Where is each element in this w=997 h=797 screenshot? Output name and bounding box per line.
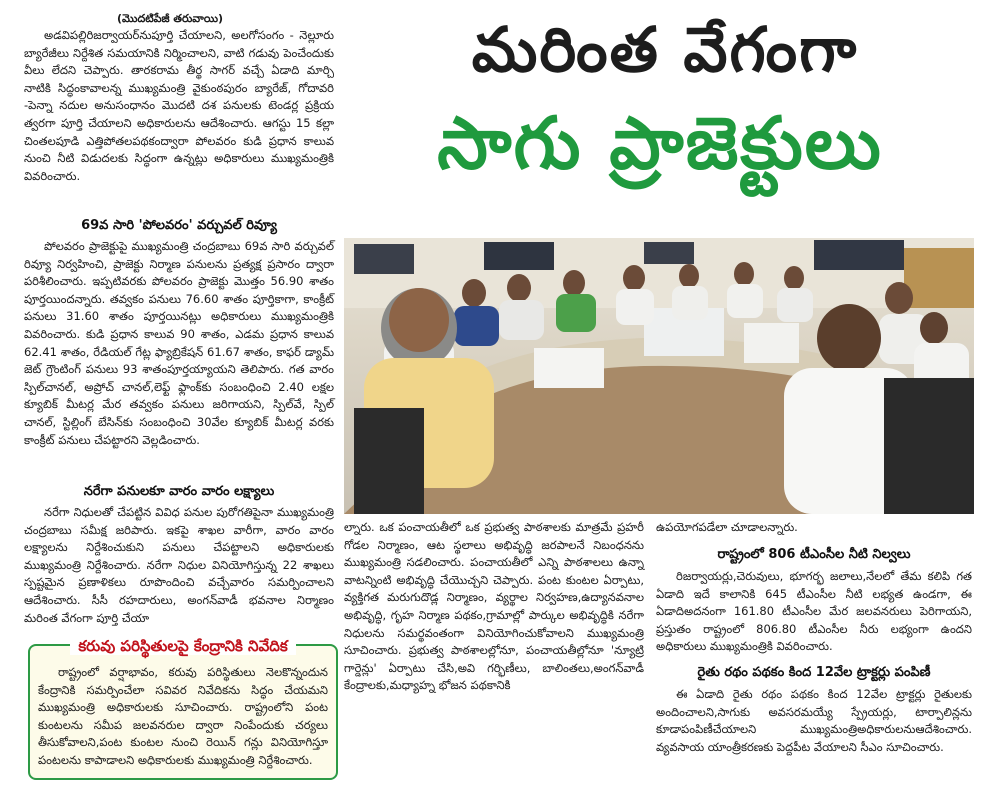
continued-tag: (మొదటిపేజీ తరువాయి) bbox=[116, 12, 223, 25]
col2-text bbox=[344, 519, 644, 696]
col3-tractor bbox=[656, 686, 972, 757]
box-title bbox=[30, 636, 336, 659]
paragraph: నరేగా నిధులతో చేపట్టిన వివిధ పనుల పురోగతిపైనా ముఖ్యమంత్రి చంద్రబాబు సమీక్ష జరిపారు. ఇకపై శాఖల వారీగా, వారం వారం లక్ష్యాలను నిర్దేశించుకుని పనులు చేపట్టాలని అధికారులకు ముఖ్యమంత్రి నిర్దేశించారు. నరేగా నిధుల వినియోగిస్తున్న 22 శాఖలు స్పష్టమైన ప్రణాళికలు రూపొందించి వచ్చేవారం సమర్పించాలని ఆదేశించారు. సీసీ రహదారులు, అంగన్‌వాడీ భవనాల నిర్మాణం మరింత వేగంగా పూర్తి చేయా bbox=[24, 505, 334, 625]
col3-intro bbox=[656, 519, 972, 538]
col3-water bbox=[656, 568, 972, 657]
box-body bbox=[38, 664, 328, 771]
col1-nrega bbox=[24, 504, 334, 628]
headline-line1: మరింత వేగంగా bbox=[471, 13, 859, 86]
paragraph: ఈ ఏడాది రైతు రథం పథకం కింద 12వేల ట్రాక్టర్లు రైతులకు అందించాలని,సాగుకు అవసరమయ్యే స్ప్రేయర్లు, టార్పాలిన్లను కూడాపంపిణీచేయాలని ముఖ్యమంత్రిఅధికారులనుఆదేశించారు. వ్యవసాయ యాంత్రీకరణకు పెద్దపీట వేయాలని సీఎం సూచించారు. bbox=[656, 687, 972, 754]
subhead-water: రాష్ట్రంలో 806 టీఎంసీల నీటి నిల్వలు bbox=[717, 547, 911, 562]
paragraph: ఉపయోగపడేలా చూడాలన్నారు. bbox=[656, 520, 798, 534]
subhead-polavaram: 69వ సారి 'పోలవరం' వర్చువల్ రివ్యూ bbox=[81, 218, 277, 233]
box-title-text: కరువు పరిస్థితులపై కేంద్రానికి నివేదిక bbox=[70, 637, 295, 655]
meeting-photo bbox=[344, 238, 974, 514]
paragraph: పోలవరం ప్రాజెక్టుపై ముఖ్యమంత్రి చంద్రబాబు 69వ సారి వర్చువల్ రివ్యూ నిర్వహించి, ప్రాజెక్టు నిర్మాణ పనులను ప్రత్యక్ష ప్రసారం ద్వారా పరిశీలించారు. ఇప్పటివరకు పోలవరం ప్రాజెక్టు మొత్తం 56.90 శాతం పూర్తయిందన్నారు. తవ్వకం పనులు 76.60 శాతం పూర్తికాగా, కాంక్రీట్ పనులు 31.60 శాతం పూర్తయినట్లు అధికారులు ముఖ్యమంత్రికి వివరించారు. కుడి ప్రధాన కాలువ 90 శాతం, ఎడమ ప్రధాన కాలువ 62.41 శాతం, రేడియల్ గేట్ల ఫ్యాబ్రికేషన్ 61.67 శాతం, కాఫర్ డ్యామ్ జెట్ గ్రౌంటింగ్ పనులు 93 శాతంపూర్తయ్యాయని తెలిపారు. గత వారం స్పిల్‌చానల్, అప్రోచ్ చానల్,లెఫ్ట్ ఫ్లాంక్‌కు సంబంధించి 2.40 లక్షల క్యూబిక్ మీటర్ల మేర తవ్వకం పనులు జరిగాయని, స్పిల్‌వే, స్పిల్ చానల్, స్టిల్లింగ్ బేసిన్‌కు సంబంధించి 30వేల క్యూబిక్ మీటర్ల వరకు కాంక్రీట్ పనులు చేపట్టారని వెల్లడించారు. bbox=[24, 239, 334, 447]
paragraph: రాష్ట్రంలో వర్షాభావం, కరువు పరిస్థితులు నెలకొన్నందున కేంద్రానికి సమర్పించేలా సవివర నివేదికను సిద్ధం చేయమని ముఖ్యమంత్రి అధికారులకు సూచించారు. రాష్ట్రంలోని పంట కుంటలను సమీప జలవనరుల ద్వారా నింపేందుకు చర్యలు తీసుకోవాలని,పంట కుంటల నుంచి రెయిన్ గన్లు వినియోగిస్తూ పంటలను కాపాడాలని అధికారులకు ముఖ్యమంత్రి నిర్దేశించారు. bbox=[38, 665, 328, 767]
meeting-photo-illustration bbox=[344, 238, 974, 514]
subhead-nrega: నరేగా పనులకూ వారం వారం లక్ష్యాలు bbox=[83, 484, 275, 499]
paragraph: రిజర్వాయర్లు,చెరువులు, భూగర్భ జలాలు,నేలలో తేమ కలిపి గత ఏడాది ఇదే కాలానికి 645 టీఎంసీల నీటి లభ్యత ఉండగా, ఈ ఏడాదిఅదనంగా 161.80 టీఎంసీల మేర జలవనరులు పెరిగాయని, ప్రస్తుతం రాష్ట్రంలో 806.80 టీఎంసీల నీరు లభ్యంగా ఉందని అధికారులు ముఖ్యమంత్రికి వివరించారు. bbox=[656, 569, 972, 654]
col1-polavaram bbox=[24, 238, 334, 450]
paragraph: అడవిపల్లిరిజర్వాయర్‌నుపూర్తి చేయాలని, అలగోసంగం - నెల్లూరు బ్యారేజీలు నిర్దేశిత సమయానికి నిర్మించాలని, వాటి గడువు పెంచేందుకు వీలు లేదని చెప్పారు. తారకరామ తీర్థ సాగర్ వచ్చే ఏడాది మార్చి నాటికి సిద్ధంకావాలన్న ముఖ్యమంత్రి వైకుంఠపురం బ్యారేజ్, గోదావరి -పెన్నా నదుల అనుసంధానం మొదటి దశ పనులకు టెండర్ల ప్రక్రియ త్వరగా పూర్తి చేయాలని అధికారులను ఆదేశించారు. ఆగస్టు 15 కల్లా చింతలపూడి ఎత్తిపోతలపథకంద్వారా పోలవరం కుడి ప్రధాన కాలువ నుంచి నీటి విడుదలకు సిద్ధంగా ఉన్నట్లు అధికారులు ముఖ్యమంత్రికి వివరించారు. bbox=[24, 28, 334, 183]
paragraph: ల్నారు. ఒక పంచాయతీలో ఒక ప్రభుత్వ పాఠశాలకు మాత్రమే ప్రహరీ గోడల నిర్మాణం, ఆట స్థలాలు అభివృద్ధి జరపాలనే నిబంధనను ముఖ్యమంత్రి సడలించారు. పంచాయతీలో ఎన్ని పాఠశాలలు ఉన్నా వాటన్నింటి అభివృద్ధి చేయొచ్చని చెప్పారు. పంట కుంటల ఏర్పాటు, వ్యక్తిగత మరుగుదొడ్ల నిర్మాణం, వ్యర్థాల నిర్వహణ,ఉద్యానవనాల అభివృద్ధి, గృహ నిర్మాణ పథకం,గ్రామాల్లో పార్కుల అభివృద్ధికి నరేగా నిధులను సమర్థవంతంగా వినియోగించుకోవాలని ముఖ్యమంత్రి సూచించారు. ప్రభుత్వ పాఠశాలల్లోనూ, పంచాయతీల్లోనూ 'న్యూట్రి గార్డెన్లు' ఏర్పాటు చేసి,అవి గర్భిణీలు, బాలింతలు,అంగన్‌వాడీ కేంద్రాలకు,మధ్యాహ్న భోజన పథకానికి bbox=[344, 520, 644, 693]
subhead-tractor: రైతు రథం పథకం కింద 12వేల ట్రాక్టర్లు పంపిణీ bbox=[697, 665, 931, 680]
headline-line2: సాగు ప్రాజెక్టులు bbox=[437, 101, 883, 185]
col1-intro bbox=[24, 27, 334, 186]
drought-report-box bbox=[28, 637, 338, 780]
